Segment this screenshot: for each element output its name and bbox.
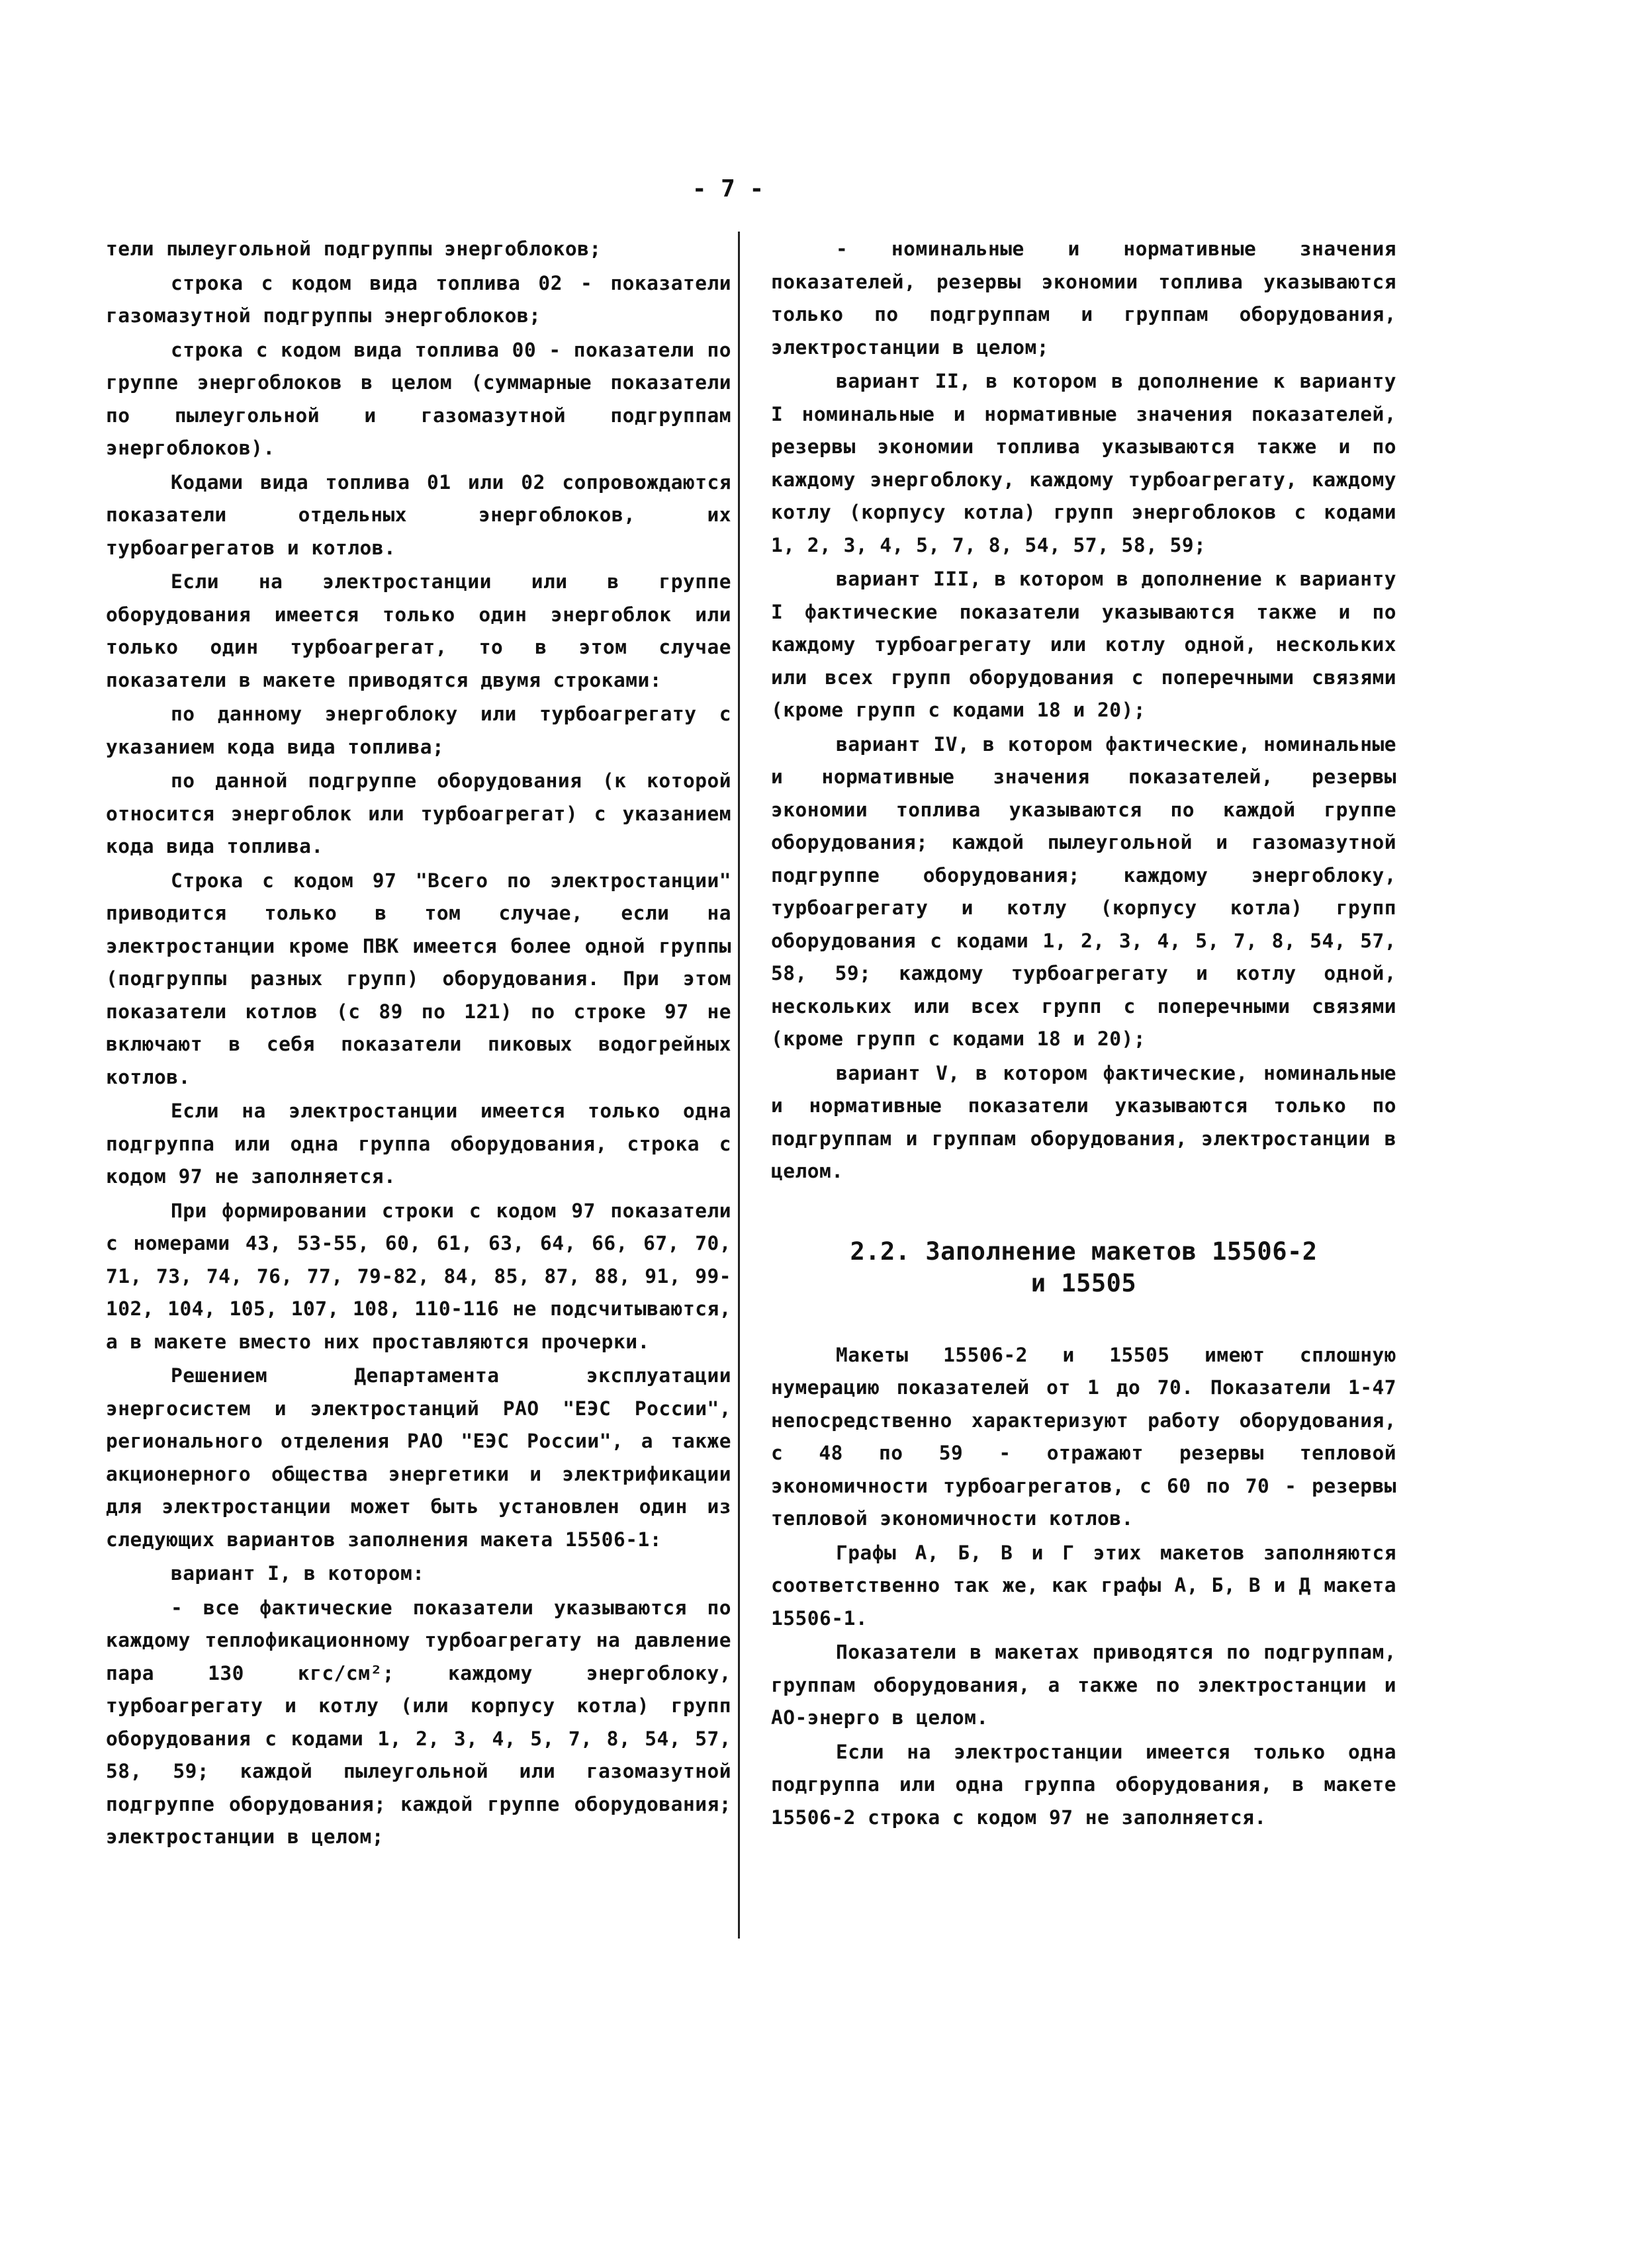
paragraph: Макеты 15506-2 и 15505 имеют сплошную нумерацию показателей от 1 до 70. Показатели 1-47 непосредственно характеризуют работу оборудования, с 48 по 59 - отражают резервы тепловой экономичности турбоагрегатов, с 60 по 70 - резервы тепловой экономичности котлов. — [771, 1343, 1396, 1530]
paragraph: тели пылеугольной подгруппы энергоблоков; — [106, 238, 602, 260]
paragraph: вариант I, в котором: — [171, 1562, 425, 1585]
paragraph: вариант V, в котором фактические, номинальные и нормативные показатели указываются только по подгруппам и группам оборудования, электростанции в целом. — [771, 1061, 1396, 1182]
paragraph: строка с кодом вида топлива 02 - показатели газомазутной подгруппы энергоблоков; — [106, 271, 731, 327]
paragraph: Решением Департамента эксплуатации энергосистем и электростанций РАО "ЕЭС России", регионального отделения РАО "ЕЭС России", а также акционерного общества энергетики и электрификации для электростанции может быть установлен один из следующих вариантов заполнения макета 15506-1: — [106, 1364, 731, 1551]
column-divider — [738, 232, 740, 1939]
page-number: - 7 - — [692, 175, 764, 202]
section-heading-line: 2.2. Заполнение макетов 15506-2 — [850, 1237, 1318, 1266]
paragraph: Кодами вида топлива 01 или 02 сопровождаются показатели отдельных энергоблоков, их турбоагрегатов и котлов. — [106, 470, 731, 559]
paragraph: Если на электростанции или в группе оборудования имеется только один энергоблок или только один турбоагрегат, то в этом случае показатели в макете приводятся двумя строками: — [106, 570, 731, 691]
paragraph: строка с кодом вида топлива 00 - показатели по группе энергоблоков в целом (суммарные показатели по пылеугольной и газомазутной подгруппам энергоблоков). — [106, 338, 731, 459]
paragraph: Графы А, Б, В и Г этих макетов заполняются соответственно так же, как графы А, Б, В и Д макета 15506-1. — [771, 1541, 1396, 1630]
paragraph: вариант IV, в котором фактические, номинальные и нормативные значения показателей, резервы экономии топлива указываются по каждой группе оборудования; каждой пылеугольной и газомазутной подгруппе оборудования; каждому энергоблоку, турбоагрегату и котлу (корпусу котла) групп оборудования с кодами 1, 2, 3, 4, 5, 7, 8, 54, 57, 58, 59; каждому турбоагрегату и котлу одной, нескольких или всех групп с поперечными связями (кроме групп с кодами 18 и 20); — [771, 732, 1396, 1050]
section-heading — [771, 1236, 1396, 1299]
paragraph: Строка с кодом 97 "Всего по электростанции" приводится только в том случае, если на электростанции кроме ПВК имеется более одной группы (подгруппы разных групп) оборудования. При этом показатели котлов (с 89 по 121) по строке 97 не включают в себя показатели пиковых водогрейных котлов. — [106, 869, 731, 1088]
paragraph: по данной подгруппе оборудования (к которой относится энергоблок или турбоагрегат) с указанием кода вида топлива. — [106, 769, 731, 857]
left-column — [106, 233, 731, 1855]
paragraph: - все фактические показатели указываются по каждому теплофикационному турбоагрегату на давление пара 130 кгс/см²; каждому энергоблоку, турбоагрегату и котлу (или корпусу котла) групп оборудования с кодами 1, 2, 3, 4, 5, 7, 8, 54, 57, 58, 59; каждой пылеугольной или газомазутной подгруппе оборудования; каждой группе оборудования; электростанции в целом; — [106, 1596, 731, 1848]
paragraph: вариант III, в котором в дополнение к варианту I фактические показатели указываются также и по каждому турбоагрегату или котлу одной, нескольких или всех групп оборудования с поперечными связями (кроме групп с кодами 18 и 20); — [771, 568, 1396, 721]
paragraph: При формировании строки с кодом 97 показатели с номерами 43, 53-55, 60, 61, 63, 64, 66, 67, 70, 71, 73, 74, 76, 77, 79-82, 84, 85, 87, 88, 91, 99-102, 104, 105, 107, 108, 110-116 не подсчитываются, а в макете вместо них проставляются прочерки. — [106, 1199, 731, 1353]
paragraph: Показатели в макетах приводятся по подгруппам, группам оборудования, а также по электростанции и АО-энерго в целом. — [771, 1641, 1396, 1729]
paragraph: вариант II, в котором в дополнение к варианту I номинальные и нормативные значения показателей, резервы экономии топлива указываются также и по каждому энергоблоку, каждому турбоагрегату, каждому котлу (корпусу котла) групп энергоблоков с кодами 1, 2, 3, 4, 5, 7, 8, 54, 57, 58, 59; — [771, 370, 1396, 556]
paragraph: Если на электростанции имеется только одна подгруппа или одна группа оборудования, строка с кодом 97 не заполняется. — [106, 1100, 731, 1188]
paragraph: по данному энергоблоку или турбоагрегату с указанием кода вида топлива; — [106, 703, 731, 758]
paragraph: - номинальные и нормативные значения показателей, резервы экономии топлива указываются только по подгруппам и группам оборудования, электростанции в целом; — [771, 238, 1396, 359]
paragraph: Если на электростанции имеется только одна подгруппа или одна группа оборудования, в макете 15506-2 строка с кодом 97 не заполняется. — [771, 1740, 1396, 1829]
right-column — [771, 233, 1396, 1835]
section-heading-line: и 15505 — [1030, 1268, 1137, 1297]
